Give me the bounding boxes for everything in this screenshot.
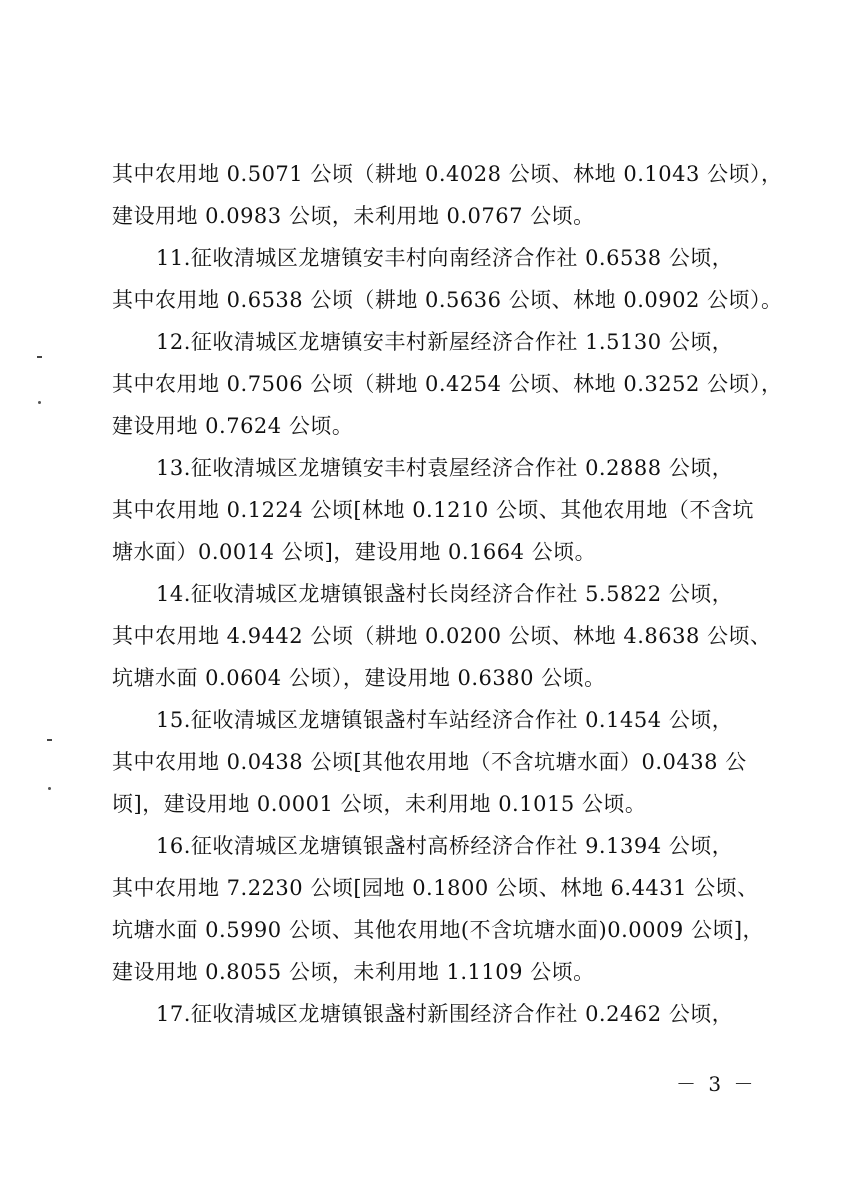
item-11-heading: 11.征收清城区龙塘镇安丰村向南经济合作社 0.6538 公顷，	[156, 246, 734, 270]
body-line: 其中农用地 0.6538 公顷（耕地 0.5636 公顷、林地 0.0902 公顷）。	[112, 288, 783, 312]
body-line: 建设用地 0.0983 公顷，未利用地 0.0767 公顷。	[112, 204, 595, 228]
body-line: 其中农用地 0.7506 公顷（耕地 0.4254 公顷、林地 0.3252 公顷），	[112, 372, 783, 396]
body-line: 建设用地 0.8055 公顷，未利用地 1.1109 公顷。	[112, 960, 595, 984]
scan-margin-mark	[38, 401, 41, 404]
body-line: 其中农用地 7.2230 公顷[园地 0.1800 公顷、林地 6.4431 公顷、	[112, 876, 759, 900]
item-15-heading: 15.征收清城区龙塘镇银盏村车站经济合作社 0.1454 公顷，	[156, 708, 734, 732]
scan-margin-mark	[48, 787, 51, 790]
scan-margin-mark	[47, 739, 52, 741]
item-14-heading: 14.征收清城区龙塘镇银盏村长岗经济合作社 5.5822 公顷，	[156, 582, 734, 606]
body-line: 坑塘水面 0.0604 公顷），建设用地 0.6380 公顷。	[112, 666, 606, 690]
body-line: 顷]，建设用地 0.0001 公顷，未利用地 0.1015 公顷。	[112, 792, 647, 816]
page-number: － 3 －	[676, 1072, 757, 1096]
body-line: 其中农用地 4.9442 公顷（耕地 0.0200 公顷、林地 4.8638 公顷、	[112, 624, 772, 648]
scan-margin-mark	[37, 356, 42, 358]
item-13-heading: 13.征收清城区龙塘镇安丰村袁屋经济合作社 0.2888 公顷，	[156, 456, 734, 480]
body-line: 塘水面）0.0014 公顷]，建设用地 0.1664 公顷。	[112, 540, 597, 564]
body-line: 其中农用地 0.0438 公顷[其他农用地（不含坑塘水面）0.0438 公	[112, 750, 747, 774]
item-16-heading: 16.征收清城区龙塘镇银盏村高桥经济合作社 9.1394 公顷，	[156, 834, 734, 858]
body-line: 其中农用地 0.5071 公顷（耕地 0.4028 公顷、林地 0.1043 公顷），	[112, 162, 783, 186]
body-line: 坑塘水面 0.5990 公顷、其他农用地(不含坑塘水面)0.0009 公顷]，	[112, 918, 765, 942]
item-17-heading: 17.征收清城区龙塘镇银盏村新围经济合作社 0.2462 公顷，	[156, 1002, 734, 1026]
body-line: 建设用地 0.7624 公顷。	[112, 414, 354, 438]
body-line: 其中农用地 0.1224 公顷[林地 0.1210 公顷、其他农用地（不含坑	[112, 498, 754, 522]
document-body	[112, 153, 783, 1035]
item-12-heading: 12.征收清城区龙塘镇安丰村新屋经济合作社 1.5130 公顷，	[156, 330, 734, 354]
